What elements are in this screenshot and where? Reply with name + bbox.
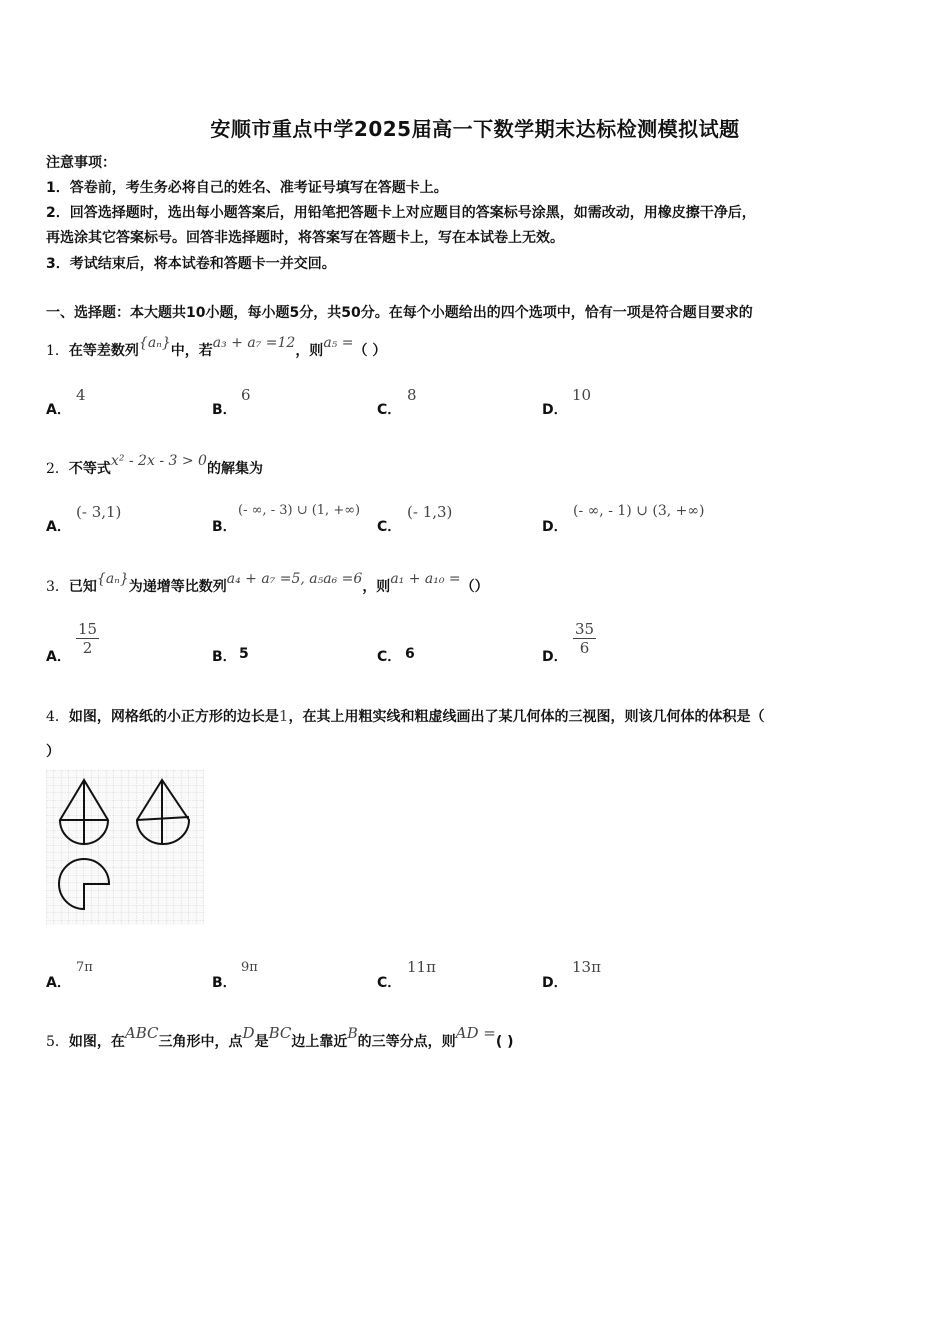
q3-option-c-label: C． (377, 649, 402, 665)
grid-lines (46, 770, 204, 925)
fraction-numerator: 35 (575, 620, 595, 638)
q2-option-a-value: (- 3,1) (76, 503, 122, 521)
question-2 (46, 453, 263, 478)
q2-option-a-label: A． (46, 519, 71, 535)
q5-math-vertex: B (347, 1026, 358, 1042)
q4-option-a-value: 7π (76, 960, 93, 975)
notice-item-2: 2．回答选择题时，选出每小题答案后，用铅笔把答题卡上对应题目的答案标号涂黑，如需改动，用橡皮擦干净后， (46, 205, 756, 221)
q1-option-b-label: B． (212, 402, 237, 418)
question-3 (46, 571, 489, 596)
q4-option-d-value: 13π (572, 958, 601, 976)
question-1 (46, 335, 387, 360)
q3-option-b-value: 5 (239, 646, 249, 662)
q3-math-sequence: {aₙ} (96, 571, 129, 587)
fraction-denominator: 2 (82, 639, 93, 657)
question-number: 5． (46, 1034, 69, 1050)
question-4 (46, 706, 764, 726)
question-5 (46, 1024, 514, 1051)
q3-option-a-label: A． (46, 649, 71, 665)
fraction-denominator: 6 (579, 639, 590, 657)
q3-option-b-label: B． (212, 649, 237, 665)
q5-math-point: D (242, 1024, 255, 1042)
q1-math-sequence: {aₙ} (138, 335, 171, 351)
q3-text-4: （） (460, 579, 489, 595)
q4-option-a-label: A． (46, 975, 71, 991)
q4-math-one: 1 (278, 707, 289, 725)
q1-option-d-value: 10 (572, 386, 592, 404)
notice-item-2-cont: 再选涂其它答案标号。回答非选择题时，将答案写在答题卡上，写在本试卷上无效。 (46, 230, 564, 246)
q5-math-segment: BC (268, 1024, 292, 1042)
q3-option-c-value: 6 (405, 646, 415, 662)
q2-math-inequality: x² - 2x - 3 > 0 (110, 453, 207, 469)
q5-text-1: 如图，在 (68, 1034, 125, 1050)
q2-option-d-label: D． (542, 519, 568, 535)
q4-text-1: 如图，网格纸的小正方形的边长是 (68, 709, 279, 725)
question-number: 3． (46, 579, 69, 595)
q3-math-target: a₁ + a₁₀ = (390, 571, 461, 587)
q5-text-2: 三角形中，点 (158, 1034, 243, 1050)
q2-option-c-value: (- 1,3) (407, 503, 453, 521)
q4-option-c-label: C． (377, 975, 402, 991)
q3-text-2: 为递增等比数列 (128, 579, 227, 595)
q5-text-5: 的三等分点，则 (357, 1034, 456, 1050)
q3-text-3: ，则 (362, 579, 391, 595)
q3-text-1: 已知 (68, 579, 97, 595)
q4-text-2: ，在其上用粗实线和粗虚线画出了某几何体的三视图，则该几何体的体积是（ (288, 709, 765, 725)
q3-option-d-fraction (573, 620, 596, 657)
q4-text-close: ） (46, 744, 60, 760)
section-heading: 一、选择题：本大题共10小题，每小题5分，共50分。在每个小题给出的四个选项中，恰有一项是符合题目要求的 (46, 305, 753, 321)
notice-item-1: 1．答卷前，考生务必将自己的姓名、准考证号填写在答题卡上。 (46, 180, 448, 196)
q1-text-3: ，则 (295, 343, 324, 359)
q2-option-b-value: (- ∞, - 3) ∪ (1, +∞) (238, 503, 361, 518)
q1-text-2: 中，若 (170, 343, 213, 359)
q4-option-d-label: D． (542, 975, 568, 991)
q2-option-b-label: B． (212, 519, 237, 535)
q1-text-1: 在等差数列 (68, 343, 139, 359)
q1-option-a-label: A． (46, 402, 71, 418)
page-title: 安顺市重点中学2025届高一下数学期末达标检测模拟试题 (210, 117, 740, 141)
q1-option-c-value: 8 (407, 386, 417, 404)
notice-heading: 注意事项： (46, 155, 116, 171)
fraction-numerator: 15 (78, 620, 98, 638)
q4-option-b-label: B． (212, 975, 237, 991)
three-view-figure (46, 770, 204, 925)
q1-option-c-label: C． (377, 402, 402, 418)
q5-text-4: 边上靠近 (291, 1034, 348, 1050)
q1-math-target: a₅ = (323, 335, 354, 351)
q1-option-b-value: 6 (241, 386, 251, 404)
q3-option-a-fraction (76, 620, 99, 657)
question-number: 1． (46, 343, 69, 359)
question-number: 2． (46, 461, 69, 477)
question-number: 4． (46, 709, 69, 725)
q3-math-condition: a₄ + a₇ =5, a₅a₆ =6 (226, 571, 363, 587)
notice-item-3: 3．考试结束后，将本试卷和答题卡一并交回。 (46, 256, 336, 272)
q5-text-6: ( ) (495, 1034, 514, 1050)
q1-math-condition: a₃ + a₇ =12 (212, 335, 296, 351)
q5-math-target: AD = (455, 1024, 496, 1042)
q2-option-c-label: C． (377, 519, 402, 535)
q3-option-d-label: D． (542, 649, 568, 665)
q1-option-a-value: 4 (76, 386, 86, 404)
q1-option-d-label: D． (542, 402, 568, 418)
q2-option-d-value: (- ∞, - 1) ∪ (3, +∞) (573, 503, 705, 519)
q5-text-3: 是 (254, 1034, 269, 1050)
q2-text-2: 的解集为 (206, 461, 263, 477)
q5-math-triangle: ABC (124, 1024, 159, 1042)
q2-text-1: 不等式 (68, 461, 111, 477)
q1-text-4: （ ） (353, 343, 387, 359)
q4-option-c-value: 11π (407, 958, 436, 976)
q4-option-b-value: 9π (241, 960, 258, 975)
